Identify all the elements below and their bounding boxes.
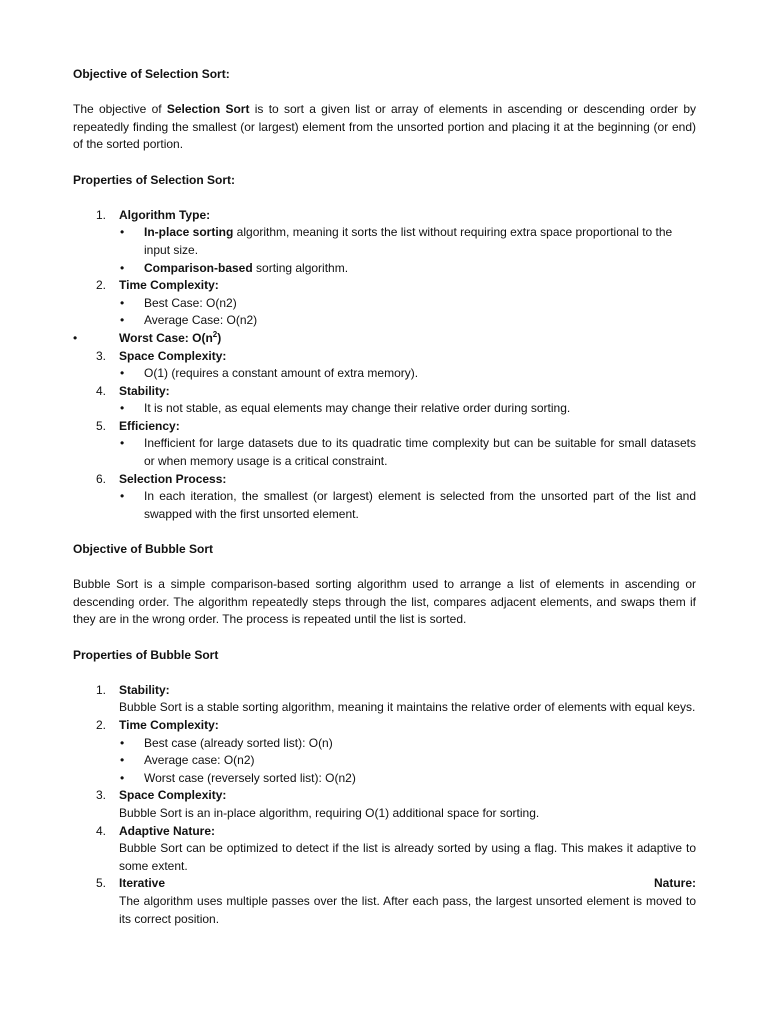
bullet-icon: • [120,295,125,310]
list-item: Bubble Sort is an in-place algorithm, requiring O(1) additional space for sorting. [119,805,540,820]
list-item: • Inefficient for large datasets due to its quadratic time complexity but can be suitable for small datasets or when memory usage is a critical constraint. [120,436,696,469]
list-item: • Average case: O(n2) [73,752,696,770]
list-item: 4. Adaptive Nature: [96,823,216,838]
list-item: • Worst Case: $O(n^2)$ [73,330,696,348]
list-item: • O(1) (requires a constant amount of extra memory). [73,365,696,383]
bullet-icon: • [120,753,125,768]
bubble-objective-heading: Objective of Bubble Sort [73,542,214,557]
selection-objective-paragraph: The objective of Selection Sort is to sort a given list or array of elements in ascending or descending order by repeatedly finding the smallest (or largest) element from the unsorted portion and placing it at the beginning (or end) of the sorted portion. [73,102,696,152]
bullet-icon: • [73,330,78,345]
list-item: Bubble Sort can be optimized to detect if the list is already sorted by using a flag. This makes it adaptive to some extent. [119,841,696,873]
list-item: • In each iteration, the smallest (or largest) element is selected from the unsorted part of the list and swapped with the first unsorted element. [120,489,696,521]
list-item: 1. Algorithm Type: [96,207,211,222]
bullet-icon: • [120,401,125,416]
list-item: 4. Stability: [96,383,170,398]
list-item: 5. Efficiency: [96,418,180,433]
list-item: • Average Case: O(n2) [73,312,696,330]
bullet-icon: • [120,436,125,451]
bubble-objective-paragraph: Bubble Sort is a simple comparison-based sorting algorithm used to arrange a list of elements in ascending or descending order. The algorithm repeatedly steps through the list, compares adjacent elements, and swaps them if they are in the wrong order. The process is repeated until the list is sorted. [73,577,696,627]
list-item: • Best case (already sorted list): O(n) [73,735,696,753]
list-item: Bubble Sort is a stable sorting algorithm, meaning it maintains the relative order of elements with equal keys. [119,700,696,715]
bubble-properties-heading: Properties of Bubble Sort [73,647,219,662]
selection-objective-heading: Objective of Selection Sort: [73,67,230,81]
list-item: The algorithm uses multiple passes over the list. After each pass, the largest unsorted element is moved to its correct position. [119,893,696,926]
bullet-icon: • [120,225,125,240]
bullet-icon: • [120,770,125,785]
list-item: 2. Time Complexity: [96,278,219,293]
bullet-icon: • [120,489,125,504]
list-item: 3. Space Complexity: [96,348,227,363]
list-item: • Comparison-based sorting algorithm. [73,260,696,278]
list-item: 6. Selection Process: [96,471,227,486]
bullet-icon: • [120,366,125,381]
list-item: 5. Iterative Nature: [96,876,696,891]
list-item: • It is not stable, as equal elements may change their relative order during sorting. [73,400,696,418]
selection-properties-heading: Properties of Selection Sort: [73,172,236,187]
list-item: • Worst case (reversely sorted list): O(n2) [73,770,696,788]
bullet-icon: • [120,735,125,750]
bubble-properties-list [73,682,696,928]
list-item: • Best Case: O(n2) [73,295,696,313]
list-item: 3. Space Complexity: [96,788,227,803]
bullet-icon: • [120,313,125,328]
selection-properties-list [73,207,696,524]
list-item: • In-place sorting algorithm, meaning it sorts the list without requiring extra space proportional to the input size. [120,225,673,257]
list-item: 2. Time Complexity: [96,717,219,732]
list-item: 1. Stability: [96,682,170,697]
document-page [73,66,696,928]
bullet-icon: • [120,260,125,275]
